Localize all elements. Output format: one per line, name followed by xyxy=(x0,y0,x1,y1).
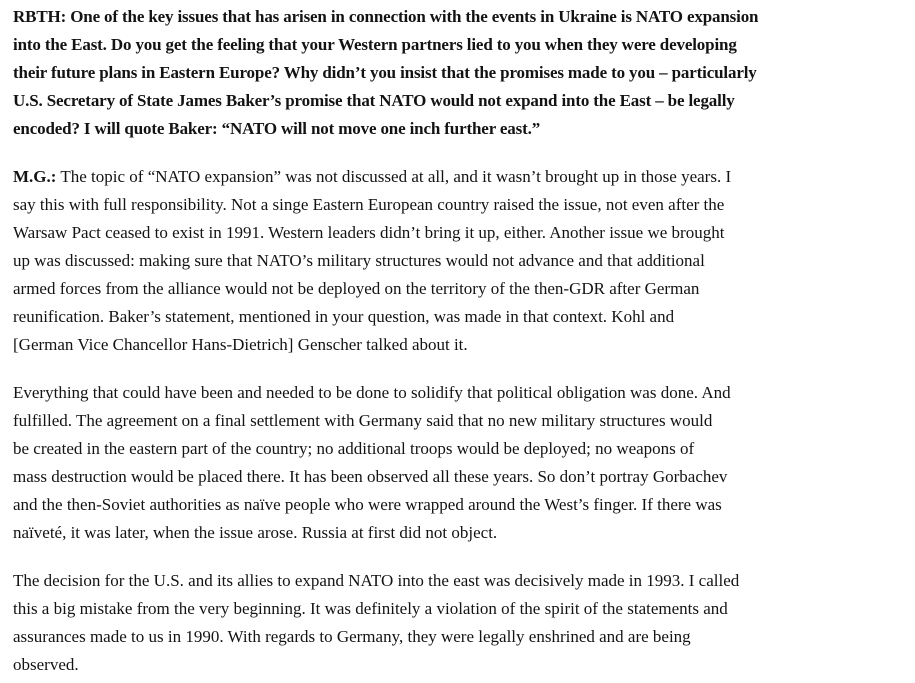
text-line: this a big mistake from the very beginning. It was definitely a violation of the spirit of the statements and xyxy=(13,599,728,618)
text-line: say this with full responsibility. Not a singe Eastern European country raised the issue, not even after the xyxy=(13,195,725,214)
answer-paragraph-3 xyxy=(13,567,909,679)
text-line: RBTH: One of the key issues that has arisen in connection with the events in Ukraine is NATO expansion xyxy=(13,7,759,26)
text-line: observed. xyxy=(13,655,79,674)
text-line: The decision for the U.S. and its allies to expand NATO into the east was decisively made in 1993. I called xyxy=(13,571,740,590)
text-line: be created in the eastern part of the country; no additional troops would be deployed; no weapons of xyxy=(13,439,695,458)
text-line: U.S. Secretary of State James Baker’s promise that NATO would not expand into the East – be legally xyxy=(13,91,735,110)
text-line: encoded? I will quote Baker: “NATO will not move one inch further east.” xyxy=(13,119,541,138)
text-line: reunification. Baker’s statement, mentioned in your question, was made in that context. Kohl and xyxy=(13,307,675,326)
text-line: [German Vice Chancellor Hans-Dietrich] Genscher talked about it. xyxy=(13,335,468,354)
text-line: their future plans in Eastern Europe? Why didn’t you insist that the promises made to you – particularly xyxy=(13,63,757,82)
text-line: mass destruction would be placed there. It has been observed all these years. So don’t portray Gorbachev xyxy=(13,467,728,486)
answer-paragraph-1 xyxy=(13,163,909,359)
text-line: Warsaw Pact ceased to exist in 1991. Western leaders didn’t bring it up, either. Another issue we brought xyxy=(13,223,725,242)
text-line: into the East. Do you get the feeling that your Western partners lied to you when they were developing xyxy=(13,35,737,54)
text-line: naïveté, it was later, when the issue arose. Russia at first did not object. xyxy=(13,523,498,542)
text-line xyxy=(13,163,909,191)
text-line: and the then-Soviet authorities as naïve people who were wrapped around the West’s finger. If there was xyxy=(13,495,722,514)
text-line: armed forces from the alliance would not be deployed on the territory of the then-GDR after German xyxy=(13,279,700,298)
text-line: Everything that could have been and needed to be done to solidify that political obligation was done. And xyxy=(13,383,731,402)
question-paragraph xyxy=(13,3,909,143)
text-line: fulfilled. The agreement on a final settlement with Germany said that no new military structures would xyxy=(13,411,713,430)
text-line: assurances made to us in 1990. With regards to Germany, they were legally enshrined and are being xyxy=(13,627,691,646)
speaker-label: M.G.: xyxy=(13,167,57,186)
text-line-content: The topic of “NATO expansion” was not discussed at all, and it wasn’t brought up in those years. I xyxy=(56,167,732,186)
answer-paragraph-2 xyxy=(13,379,909,547)
text-line: up was discussed: making sure that NATO’s military structures would not advance and that additional xyxy=(13,251,705,270)
